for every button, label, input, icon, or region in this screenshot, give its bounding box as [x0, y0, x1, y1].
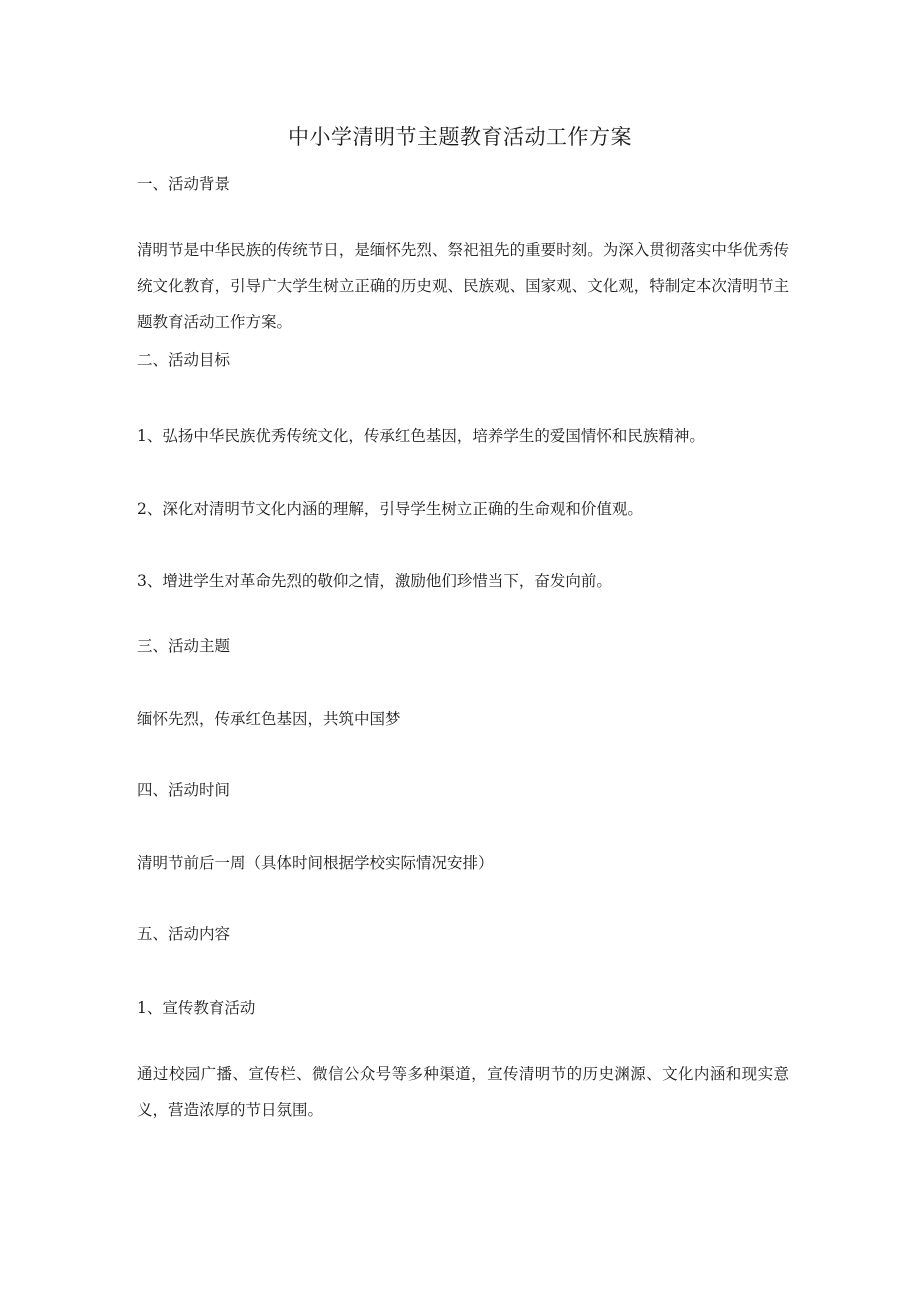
goal-item-1: 1、弘扬中华民族优秀传统文化，传承红色基因，培养学生的爱国情怀和民族精神。: [137, 427, 705, 445]
goal-item-2: 2、深化对清明节文化内涵的理解，引导学生树立正确的生命观和价值观。: [137, 500, 643, 518]
section-heading-theme: 三、活动主题: [137, 637, 231, 655]
content-subheading-1: 1、宣传教育活动: [137, 999, 256, 1017]
section-body-time: 清明节前后一周（具体时间根据学校实际情况安排）: [137, 854, 494, 872]
section-heading-background: 一、活动背景: [137, 175, 231, 193]
section-body-theme: 缅怀先烈，传承红色基因，共筑中国梦: [137, 710, 401, 728]
document-title: 中小学清明节主题教育活动工作方案: [288, 125, 632, 149]
section-heading-goals: 二、活动目标: [137, 351, 231, 369]
content-body-1: 通过校园广播、宣传栏、微信公众号等多种渠道，宣传清明节的历史渊源、文化内涵和现实意义，营造浓厚的节日氛围。: [137, 1065, 789, 1119]
section-body-background: 清明节是中华民族的传统节日，是缅怀先烈、祭祀祖先的重要时刻。为深入贯彻落实中华优秀传统文化教育，引导广大学生树立正确的历史观、民族观、国家观、文化观，特制定本次清明节主题教育活动工作方案。: [137, 241, 789, 331]
section-heading-time: 四、活动时间: [137, 781, 231, 799]
goal-item-3: 3、增进学生对革命先烈的敬仰之情，激励他们珍惜当下，奋发向前。: [137, 572, 612, 590]
section-heading-content: 五、活动内容: [137, 925, 231, 943]
